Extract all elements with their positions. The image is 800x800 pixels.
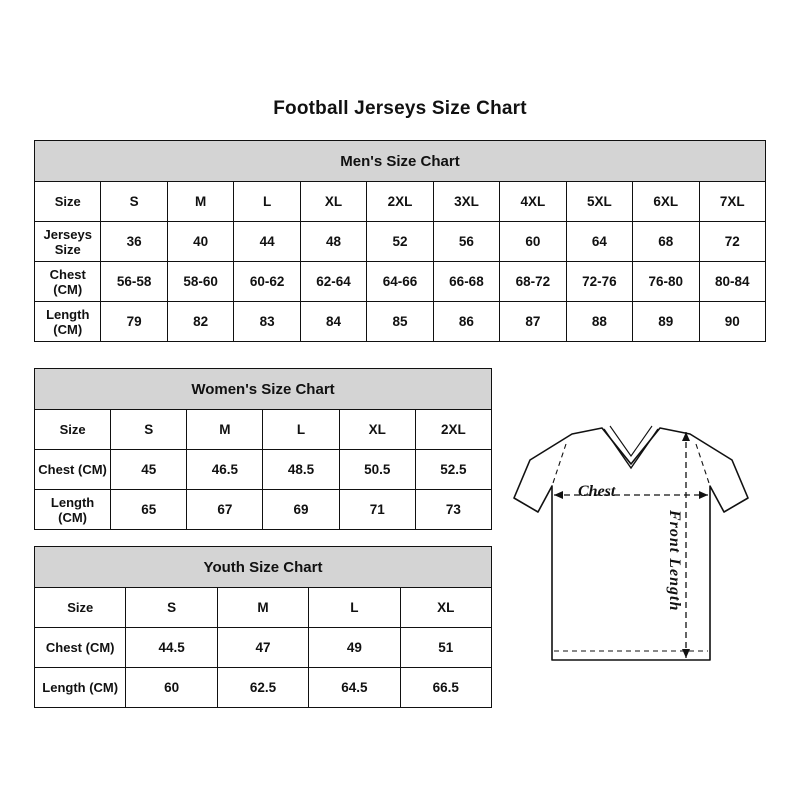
- table-cell: 71: [339, 490, 415, 530]
- table-cell: L: [234, 182, 300, 222]
- table-cell: 3XL: [433, 182, 499, 222]
- table-cell: S: [101, 182, 167, 222]
- table-cell: L: [263, 410, 339, 450]
- table-cell: 87: [500, 302, 566, 342]
- table-cell: XL: [339, 410, 415, 450]
- table-cell: 50.5: [339, 450, 415, 490]
- table-cell: 68-72: [500, 262, 566, 302]
- table-row: [35, 302, 766, 342]
- table-cell: 76-80: [633, 262, 699, 302]
- row-label: Chest (CM): [35, 262, 101, 302]
- table-row: [35, 410, 492, 450]
- table-cell: 73: [415, 490, 491, 530]
- youth-table-caption: Youth Size Chart: [35, 547, 492, 588]
- table-cell: 52.5: [415, 450, 491, 490]
- table-cell: 4XL: [500, 182, 566, 222]
- table-cell: 45: [111, 450, 187, 490]
- table-cell: 84: [300, 302, 366, 342]
- table-row: [35, 588, 492, 628]
- table-cell: S: [126, 588, 217, 628]
- table-cell: 79: [101, 302, 167, 342]
- table-cell: 80-84: [699, 262, 765, 302]
- jersey-body-path: [514, 428, 748, 660]
- table-row: [35, 490, 492, 530]
- table-cell: M: [167, 182, 233, 222]
- table-cell: 56: [433, 222, 499, 262]
- row-label: Chest (CM): [35, 450, 111, 490]
- table-cell: 40: [167, 222, 233, 262]
- table-cell: 64.5: [309, 668, 400, 708]
- front-length-measure-label: Front Length: [666, 510, 683, 612]
- table-cell: 2XL: [415, 410, 491, 450]
- womens-size-table: [34, 368, 492, 530]
- table-cell: 52: [367, 222, 433, 262]
- table-cell: 60-62: [234, 262, 300, 302]
- page-title: Football Jerseys Size Chart: [273, 98, 527, 119]
- table-cell: 72-76: [566, 262, 632, 302]
- table-cell: 72: [699, 222, 765, 262]
- table-cell: 49: [309, 628, 400, 668]
- table-cell: 82: [167, 302, 233, 342]
- row-label: Jerseys Size: [35, 222, 101, 262]
- table-row: [35, 182, 766, 222]
- table-cell: 36: [101, 222, 167, 262]
- table-cell: 44: [234, 222, 300, 262]
- table-cell: 60: [500, 222, 566, 262]
- table-cell: 7XL: [699, 182, 765, 222]
- jersey-outline-svg: [500, 398, 780, 698]
- table-cell: 2XL: [367, 182, 433, 222]
- table-cell: L: [309, 588, 400, 628]
- table-cell: 48: [300, 222, 366, 262]
- womens-table-caption: Women's Size Chart: [35, 369, 492, 410]
- table-row: [35, 450, 492, 490]
- table-cell: 86: [433, 302, 499, 342]
- row-label: Chest (CM): [35, 628, 126, 668]
- table-cell: XL: [300, 182, 366, 222]
- table-cell: 68: [633, 222, 699, 262]
- table-row: [35, 262, 766, 302]
- table-cell: 47: [217, 628, 308, 668]
- table-cell: 56-58: [101, 262, 167, 302]
- table-row: [35, 668, 492, 708]
- table-cell: 69: [263, 490, 339, 530]
- youth-size-table: [34, 546, 492, 708]
- row-label: Length (CM): [35, 668, 126, 708]
- table-cell: 66.5: [400, 668, 491, 708]
- table-cell: S: [111, 410, 187, 450]
- table-row: [35, 628, 492, 668]
- jersey-measurement-diagram: [500, 398, 780, 698]
- table-caption-row: [35, 141, 766, 182]
- row-label: Size: [35, 588, 126, 628]
- table-cell: 83: [234, 302, 300, 342]
- row-label: Length (CM): [35, 302, 101, 342]
- table-cell: M: [217, 588, 308, 628]
- table-cell: 46.5: [187, 450, 263, 490]
- table-cell: 5XL: [566, 182, 632, 222]
- table-cell: 62-64: [300, 262, 366, 302]
- table-cell: 67: [187, 490, 263, 530]
- table-row: [35, 222, 766, 262]
- table-cell: 66-68: [433, 262, 499, 302]
- table-cell: 88: [566, 302, 632, 342]
- table-cell: 44.5: [126, 628, 217, 668]
- mens-table-caption: Men's Size Chart: [35, 141, 766, 182]
- table-cell: 58-60: [167, 262, 233, 302]
- table-cell: 60: [126, 668, 217, 708]
- mens-size-table: [34, 140, 766, 342]
- table-cell: 89: [633, 302, 699, 342]
- table-cell: 85: [367, 302, 433, 342]
- table-cell: XL: [400, 588, 491, 628]
- table-cell: 62.5: [217, 668, 308, 708]
- row-label: Size: [35, 410, 111, 450]
- chest-measure-label: Chest: [578, 483, 616, 500]
- table-cell: 48.5: [263, 450, 339, 490]
- table-caption-row: [35, 547, 492, 588]
- table-cell: 65: [111, 490, 187, 530]
- table-cell: 6XL: [633, 182, 699, 222]
- table-cell: 64: [566, 222, 632, 262]
- table-cell: 51: [400, 628, 491, 668]
- table-cell: 90: [699, 302, 765, 342]
- table-caption-row: [35, 369, 492, 410]
- row-label: Length (CM): [35, 490, 111, 530]
- table-cell: 64-66: [367, 262, 433, 302]
- table-cell: M: [187, 410, 263, 450]
- row-label: Size: [35, 182, 101, 222]
